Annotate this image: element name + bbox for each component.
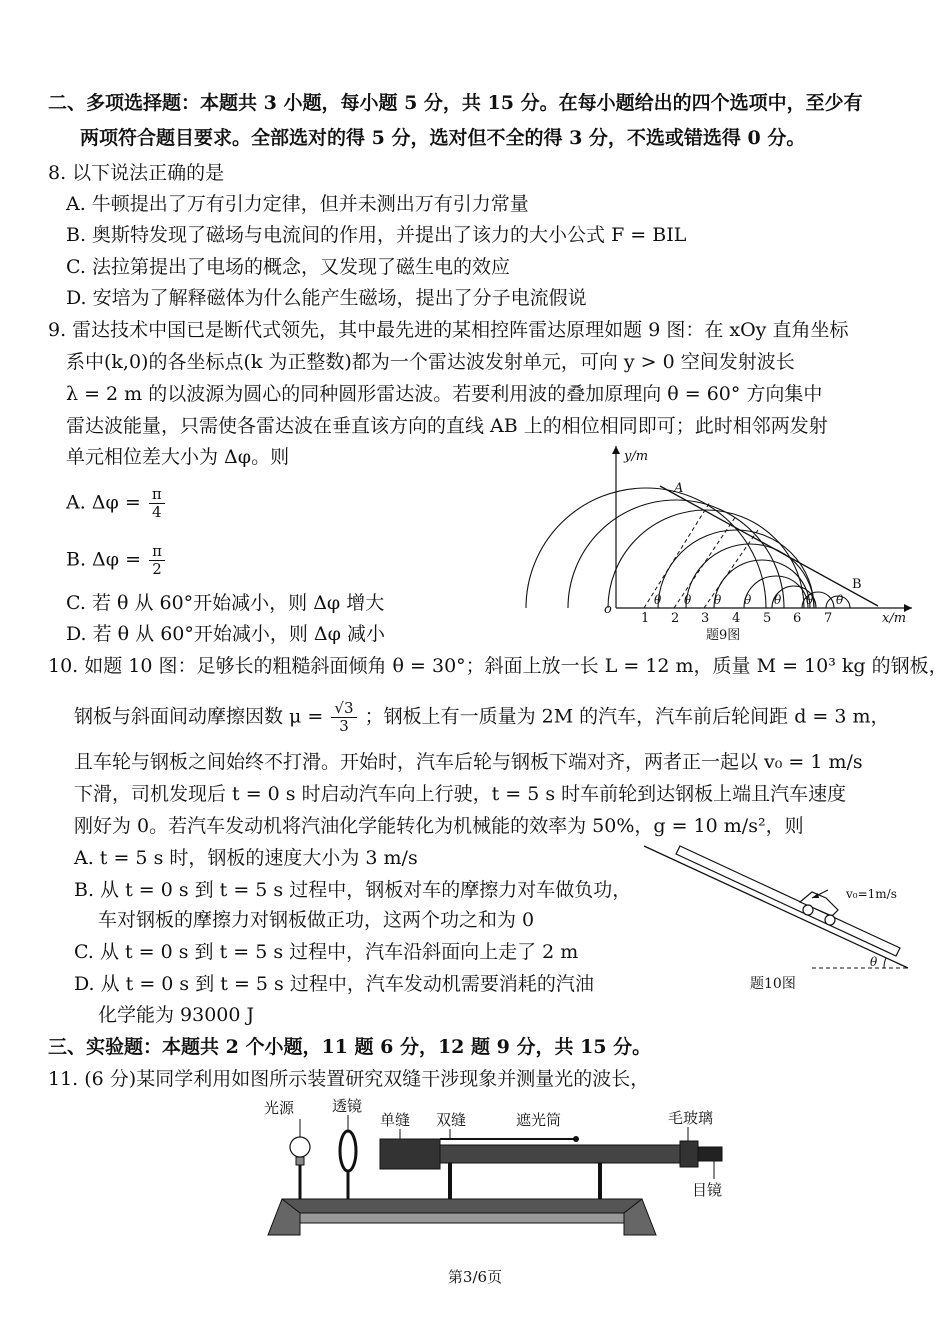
figure-9-caption: 题9图 xyxy=(706,628,741,643)
theta-1: θ xyxy=(654,593,662,607)
theta-4: θ xyxy=(744,593,752,607)
q9-line5: 单元相位差大小为 Δφ。则 xyxy=(66,446,290,468)
wavefront-2 xyxy=(568,500,784,608)
q9-option-a-den: 4 xyxy=(152,503,162,521)
q8-option-b: B. 奥斯特发现了磁场与电流间的作用，并提出了该力的大小公式 F = BIL xyxy=(66,224,687,246)
q9-option-a-fraction xyxy=(149,486,165,521)
label-double-slit: 双缝 xyxy=(436,1111,467,1129)
car-rear-wheel xyxy=(803,905,813,915)
q9-line2: 系中(k,0)的各坐标点(k 为正整数)都为一个雷达波发射单元，可向 y > 0 空间发射波长 xyxy=(66,351,795,373)
q10-option-d2: 化学能为 93000 J xyxy=(98,1004,255,1026)
bulb-base xyxy=(296,1157,304,1165)
mu-num: √3 xyxy=(331,700,356,718)
q10-line2-after: ；钢板上有一质量为 2M 的汽车，汽车前后轮间距 d = 3 m， xyxy=(364,705,890,728)
q11-line1: 11. (6 分)某同学利用如图所示装置研究双缝干涉现象并测量光的波长， xyxy=(48,1068,650,1090)
x-axis-label: x/m xyxy=(882,611,907,626)
q10-line2 xyxy=(74,700,890,735)
label-eyepiece: 目镜 xyxy=(692,1181,723,1199)
q9-option-a-prefix: A. Δφ = xyxy=(66,491,141,514)
label-single-slit: 单缝 xyxy=(380,1111,411,1129)
q9-option-b-num: π xyxy=(149,543,165,561)
lens xyxy=(340,1131,356,1171)
wavefront-1 xyxy=(526,488,766,608)
y-axis-label: y/m xyxy=(624,449,649,464)
q9-line3: λ = 2 m 的以波源为圆心的同种圆形雷达波。若要利用波的叠加原理向 θ = 60° 方向集中 xyxy=(66,383,823,405)
mu-den: 3 xyxy=(339,717,349,735)
bench-base xyxy=(282,1213,642,1223)
theta-2: θ xyxy=(684,593,692,607)
tick-6: 6 xyxy=(793,611,802,626)
steel-plate xyxy=(676,846,900,956)
point-b-label: B xyxy=(852,577,862,592)
car-front-wheel xyxy=(825,915,835,925)
line-ab xyxy=(660,486,878,606)
q9-line4: 雷达波能量，只需使各雷达波在垂直该方向的直线 AB 上的相位相同即可；此时相邻两发射 xyxy=(66,415,828,437)
q10-option-a: A. t = 5 s 时，钢板的速度大小为 3 m/s xyxy=(74,847,418,869)
q10-option-b2: 车对钢板的摩擦力对钢板做正功，这两个功之和为 0 xyxy=(98,909,535,931)
q9-option-d: D. 若 θ 从 60°开始减小，则 Δφ 减小 xyxy=(66,623,385,645)
q10-line5: 刚好为 0。若汽车发动机将汽油化学能转化为机械能的效率为 50%，g = 10 m/s²，则 xyxy=(74,815,804,837)
q9-option-b xyxy=(66,543,167,578)
q9-line1: 9. 雷达技术中国已是断代式领先，其中最先进的某相控阵雷达原理如题 9 图：在 xOy 直角坐标 xyxy=(48,319,849,341)
figure-10-caption: 题10图 xyxy=(750,976,796,992)
ground-glass xyxy=(680,1141,698,1167)
wavefronts xyxy=(526,488,850,608)
tick-3: 3 xyxy=(701,611,710,626)
section2-heading-line1: 二、多项选择题：本题共 3 小题，每小题 5 分，共 15 分。在每小题给出的四个选项中，至少有 xyxy=(48,92,863,114)
figure-11-apparatus xyxy=(260,1095,740,1255)
page-number: 第3/6页 xyxy=(447,1268,503,1286)
point-a-label: A xyxy=(674,481,684,496)
q9-option-a-num: π xyxy=(149,486,165,504)
q9-option-c: C. 若 θ 从 60°开始减小，则 Δφ 增大 xyxy=(66,592,385,614)
label-lens: 透镜 xyxy=(332,1097,363,1115)
q10-line2-before: 钢板与斜面间动摩擦因数 μ = xyxy=(74,705,324,728)
q10-line3: 且车轮与钢板之间始终不打滑。开始时，汽车后轮与钢板下端对齐，两者正一起以 v₀ = 1 m/s xyxy=(74,751,863,773)
q10-option-d1: D. 从 t = 0 s 到 t = 5 s 过程中，汽车发动机需要消耗的汽油 xyxy=(74,973,594,995)
tick-7: 7 xyxy=(824,611,833,626)
v0-label: v₀=1m/s xyxy=(846,887,897,901)
theta-6: θ xyxy=(806,593,814,607)
tick-1: 1 xyxy=(641,611,650,626)
q8-option-d: D. 安培为了解释磁体为什么能产生磁场，提出了分子电流假说 xyxy=(66,287,587,309)
label-light-source: 光源 xyxy=(264,1099,295,1117)
tick-2: 2 xyxy=(671,611,680,626)
section2-heading-line2: 两项符合题目要求。全部选对的得 5 分，选对但不全的得 3 分，不选或错选得 0 分。 xyxy=(80,127,806,149)
q10-line1: 10. 如题 10 图：足够长的粗糙斜面倾角 θ = 30°；斜面上放一长 L = 12 m，质量 M = 10³ kg 的钢板， xyxy=(48,655,948,677)
incline-surface xyxy=(644,846,908,968)
figure-10 xyxy=(640,840,920,1000)
q10-line4: 下滑，司机发现后 t = 0 s 时启动汽车向上行驶，t = 5 s 时车前轮到达钢板上端且汽车速度 xyxy=(74,783,847,805)
q9-option-b-prefix: B. Δφ = xyxy=(66,548,142,571)
theta-3: θ xyxy=(714,593,722,607)
label-ground-glass: 毛玻璃 xyxy=(668,1109,714,1127)
tick-4: 4 xyxy=(732,611,741,626)
angle-arc xyxy=(884,958,886,968)
eyepiece xyxy=(698,1147,722,1161)
figure-9 xyxy=(520,440,920,650)
q9-option-b-den: 2 xyxy=(152,560,162,578)
q8-option-c: C. 法拉第提出了电场的概念，又发现了磁生电的效应 xyxy=(66,256,510,278)
q8-stem: 8. 以下说法正确的是 xyxy=(48,162,225,184)
bench-rail xyxy=(282,1199,642,1213)
slit-holder xyxy=(380,1139,440,1169)
theta-5: θ xyxy=(774,593,782,607)
q8-option-a: A. 牛顿提出了万有引力定律，但并未测出万有引力常量 xyxy=(66,193,529,215)
y-axis-arrow xyxy=(612,446,620,454)
theta-7: θ xyxy=(836,593,844,607)
q9-option-b-fraction xyxy=(149,543,165,578)
tick-5: 5 xyxy=(763,611,772,626)
label-tube: 遮光筒 xyxy=(516,1111,562,1129)
rod-knob xyxy=(573,1136,579,1142)
light-bulb xyxy=(290,1137,310,1157)
section3-heading: 三、实验题：本题共 2 个小题，11 题 6 分，12 题 9 分，共 15 分。 xyxy=(48,1036,652,1058)
origin-label: o xyxy=(604,602,612,617)
tick-labels xyxy=(641,611,832,626)
q9-option-a xyxy=(66,486,167,521)
mu-fraction xyxy=(331,700,356,735)
theta-label: θ xyxy=(870,955,878,969)
q10-option-b1: B. 从 t = 0 s 到 t = 5 s 过程中，钢板对车的摩擦力对车做负功， xyxy=(74,879,632,901)
q10-option-c: C. 从 t = 0 s 到 t = 5 s 过程中，汽车沿斜面向上走了 2 m xyxy=(74,941,579,963)
